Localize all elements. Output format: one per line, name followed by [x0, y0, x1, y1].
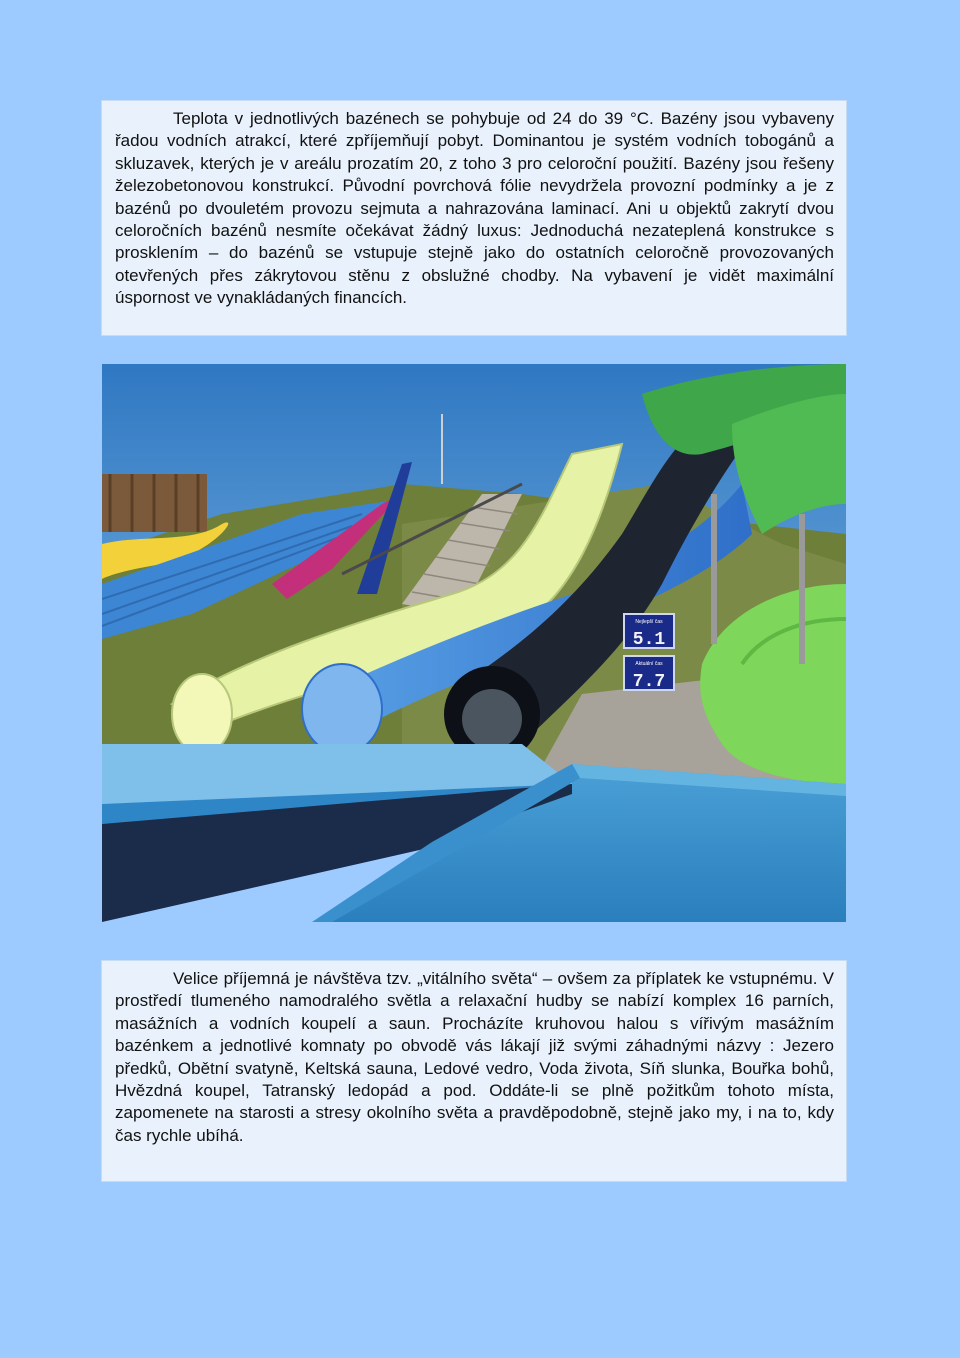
time-sign-bottom-value: 7.7	[632, 672, 666, 692]
text-block-top	[101, 100, 847, 336]
time-sign-top-value: 5.1	[632, 630, 666, 650]
paragraph-slides: Teplota v jednotlivých bazénech se pohybuje od 24 do 39 °C. Bazény jsou vybaveny řadou vodních atrakcí, které zpříjemňují pobyt. Dominantou je systém vodních tobogánů a skluzavek, kterých je v areálu prozatím 20, z toho 3 pro celoroční použití. Bazény jsou řešeny železobetonovou konstrukcí. Původní povrchová fólie nevydržela provozní podmínky a je z bazénů po dvouletém provozu sejmuta a nahrazována laminací. Ani u objektů zakrytí dvou celoročních bazénů nesmíte očekávat žádný luxus: Jednoduchá nezateplená konstrukce s prosklením – do bazénů se vstupuje stejně jako do ostatních celoročně provozovaných otevřených přes zákrytovou stěnu z obslužné chodby. Na vybavení je vidět maximální úspornost ve vynakládaných financích.	[115, 109, 834, 308]
time-sign-top	[624, 614, 674, 650]
text-block-bottom	[101, 960, 847, 1182]
yellow-tube-mouth	[172, 674, 232, 754]
time-sign-bottom	[624, 656, 674, 692]
time-sign-bottom-label: Aktuální čas	[635, 661, 663, 667]
water-slides-photo	[102, 364, 846, 922]
paragraph-vital-world: Velice příjemná je návštěva tzv. „vitálního světa“ – ovšem za příplatek ke vstupnému. V prostředí tlumeného namodralého světla a relaxační hudby se nabízí komplex 16 parních, masážních a vodních koupelí a saun. Procházíte kruhovou halou s vířivým masážním bazénkem a jednotlivé komnaty po obvodě vás lákají již svými záhadnými názvy : Jezero předků, Obětní svatyně, Keltská sauna, Ledové vedro, Voda života, Síň slunka, Bouřka bohů, Hvězdná koupel, Tatranský ledopád a pod. Oddáte-li se plně požitkům tohoto místa, zapomenete na starosti a stresy okolního světa a pravděpodobně, stejně jako my, i na to, kdy čas rychle ubíhá.	[115, 969, 834, 1145]
blue-tube-mouth	[302, 664, 382, 754]
time-sign-top-label: Nejlepší čas	[635, 619, 663, 625]
